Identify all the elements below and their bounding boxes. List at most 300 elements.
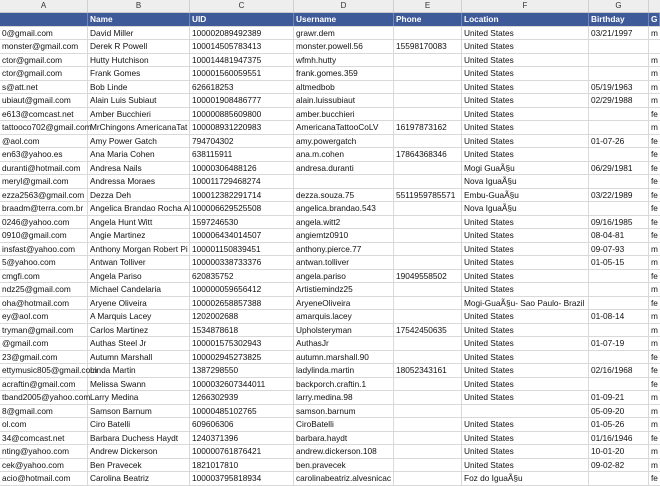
table-cell[interactable]: Foz do IguaÃ§u (462, 472, 589, 485)
table-cell[interactable]: cmgfi.com (0, 270, 88, 283)
table-cell[interactable]: 100000885609800 (190, 108, 294, 121)
table-cell[interactable]: monster@gmail.com (0, 40, 88, 53)
table-cell[interactable] (394, 135, 462, 148)
table-cell[interactable]: David Miller (88, 27, 190, 40)
table-cell[interactable]: meryl@gmail.com (0, 175, 88, 188)
table-cell[interactable]: Artistiemindz25 (294, 283, 394, 296)
table-cell[interactable] (394, 54, 462, 67)
table-cell[interactable] (589, 108, 649, 121)
table-cell[interactable]: cek@yahoo.com (0, 459, 88, 472)
table-cell[interactable] (394, 378, 462, 391)
table-cell[interactable]: United States (462, 81, 589, 94)
table-cell[interactable]: 01-07-26 (589, 135, 649, 148)
table-cell[interactable] (589, 40, 649, 53)
table-cell[interactable]: 19049558502 (394, 270, 462, 283)
table-cell[interactable]: United States (462, 108, 589, 121)
table-cell[interactable]: larry.medina.98 (294, 391, 394, 404)
table-cell[interactable]: fe (651, 216, 658, 227)
table-cell[interactable]: 03/21/1997 (589, 27, 649, 40)
table-cell[interactable] (394, 202, 462, 215)
table-cell[interactable]: Authas Steel Jr (88, 337, 190, 350)
table-cell[interactable]: Michael Candelaria (88, 283, 190, 296)
table-cell[interactable]: Angelica Brandao Rocha Al (90, 203, 192, 213)
table-cell[interactable]: 06/29/1981 (589, 162, 649, 175)
table-cell[interactable] (589, 378, 649, 391)
table-cell[interactable] (589, 202, 649, 215)
table-cell[interactable]: Angie Martinez (88, 229, 190, 242)
table-cell[interactable]: United States (462, 135, 589, 148)
table-cell[interactable]: fe (651, 365, 658, 375)
header-cell[interactable] (0, 13, 88, 26)
table-cell[interactable]: 1597246530 (190, 216, 294, 229)
table-cell[interactable]: Angela Hunt Witt (88, 216, 190, 229)
table-cell[interactable] (394, 67, 462, 80)
column-letter-e[interactable]: E (394, 0, 462, 12)
table-cell[interactable] (589, 121, 649, 134)
header-cell[interactable]: UID (190, 13, 294, 26)
table-cell[interactable]: United States (462, 54, 589, 67)
table-cell[interactable]: 01-05-15 (589, 256, 649, 269)
table-cell[interactable]: 626618253 (190, 81, 294, 94)
table-cell[interactable] (649, 40, 660, 53)
table-cell[interactable]: Dezza Deh (88, 189, 190, 202)
table-cell[interactable]: braadm@terra.com.br (0, 202, 88, 215)
table-cell[interactable]: United States (462, 283, 589, 296)
table-cell[interactable]: 02/16/1968 (589, 364, 649, 377)
column-letter-g[interactable]: G (589, 0, 649, 12)
table-cell[interactable]: 0@gmail.com (0, 27, 88, 40)
table-cell[interactable]: 0246@yahoo.com (0, 216, 88, 229)
table-cell[interactable]: 1266302939 (190, 391, 294, 404)
table-cell[interactable]: amarquis.lacey (294, 310, 394, 323)
table-cell[interactable]: 01-09-21 (589, 391, 649, 404)
table-cell[interactable]: 05-09-20 (589, 405, 649, 418)
table-cell[interactable] (394, 472, 462, 485)
table-cell[interactable]: 5511959785571 (394, 189, 462, 202)
table-cell[interactable]: 02/29/1988 (589, 94, 649, 107)
table-cell[interactable]: Andresa Nails (88, 162, 190, 175)
header-cell[interactable]: Location (462, 13, 589, 26)
table-cell[interactable]: 100008931220983 (190, 121, 294, 134)
table-cell[interactable]: tband2005@yahoo.com (2, 392, 91, 402)
table-cell[interactable] (462, 405, 589, 418)
table-cell[interactable]: United States (462, 216, 589, 229)
table-cell[interactable]: Frank Gomes (88, 67, 190, 80)
table-cell[interactable]: 34@comcast.net (0, 432, 88, 445)
table-cell[interactable]: 100002658857388 (190, 297, 294, 310)
table-cell[interactable] (394, 256, 462, 269)
table-cell[interactable]: fe (651, 270, 658, 281)
table-cell[interactable]: 23@gmail.com (0, 351, 88, 364)
table-cell[interactable]: United States (462, 148, 589, 161)
table-cell[interactable] (589, 297, 649, 310)
table-cell[interactable]: 1387298550 (190, 364, 294, 377)
table-cell[interactable]: 100001150839451 (190, 243, 294, 256)
table-cell[interactable]: Antwan Tolliver (88, 256, 190, 269)
table-cell[interactable]: m (651, 27, 658, 38)
table-cell[interactable]: m (651, 284, 658, 294)
table-cell[interactable]: United States (462, 324, 589, 337)
table-cell[interactable]: 100003260734​4011 (190, 378, 294, 391)
table-cell[interactable]: dezza.souza.75 (294, 189, 394, 202)
table-cell[interactable] (394, 229, 462, 242)
table-cell[interactable]: United States (462, 229, 589, 242)
table-cell[interactable]: 638115911 (190, 148, 294, 161)
table-cell[interactable] (394, 418, 462, 431)
table-cell[interactable]: A Marquis Lacey (88, 310, 190, 323)
table-cell[interactable]: Carolina Beatriz (88, 472, 190, 485)
table-cell[interactable]: 100004851027​65 (190, 405, 294, 418)
table-cell[interactable]: United States (462, 27, 589, 40)
table-cell[interactable]: 8@gmail.com (0, 405, 88, 418)
table-cell[interactable] (589, 351, 649, 364)
table-cell[interactable] (394, 310, 462, 323)
table-cell[interactable]: m (651, 68, 658, 78)
table-cell[interactable] (394, 27, 462, 40)
table-cell[interactable] (394, 445, 462, 458)
table-cell[interactable]: 100000761876421 (190, 445, 294, 458)
table-cell[interactable]: 01-08-14 (589, 310, 649, 323)
table-cell[interactable]: anthony.pierce.77 (294, 243, 394, 256)
column-letter-extra[interactable] (649, 0, 660, 12)
table-cell[interactable]: Carlos Martinez (88, 324, 190, 337)
table-cell[interactable]: 794704302 (190, 135, 294, 148)
table-cell[interactable]: autumn.marshall.90 (294, 351, 394, 364)
table-cell[interactable]: m (651, 95, 658, 105)
table-cell[interactable]: 09-07-93 (589, 243, 649, 256)
header-cell[interactable]: G (649, 13, 660, 26)
table-cell[interactable]: United States (462, 445, 589, 458)
table-cell[interactable]: backporch.craftin.1 (294, 378, 394, 391)
table-cell[interactable]: United States (462, 351, 589, 364)
table-cell[interactable]: tattooco702@gmail.com (2, 122, 92, 132)
table-cell[interactable]: altmedbob (294, 81, 394, 94)
table-cell[interactable]: acio@hotmail.com (0, 472, 88, 485)
table-cell[interactable]: Upholsteryman (294, 324, 394, 337)
table-row (0, 27, 660, 41)
table-cell[interactable]: carolinabeatriz.alvesnicac (294, 472, 394, 485)
table-cell[interactable]: en63@yahoo.es (0, 148, 88, 161)
table-cell[interactable]: AmericanaTattooCoLV (294, 121, 394, 134)
table-cell[interactable]: Derek R Powell (88, 40, 190, 53)
table-cell[interactable]: ey@aol.com (0, 310, 88, 323)
table-cell[interactable] (589, 283, 649, 296)
table-cell[interactable]: 05/19/1963 (589, 81, 649, 94)
table-cell[interactable]: frank.gomes.359 (294, 67, 394, 80)
table-cell[interactable] (589, 54, 649, 67)
table-cell[interactable]: Andrew Dickerson (88, 445, 190, 458)
table-cell[interactable]: United States (462, 270, 589, 283)
table-cell[interactable] (394, 405, 462, 418)
table-row (0, 54, 660, 68)
table-cell[interactable]: 08-04-81 (589, 229, 649, 242)
table-cell[interactable]: angela.pariso (294, 270, 394, 283)
table-cell[interactable]: fe (651, 108, 658, 119)
table-cell[interactable]: ana.m.cohen (294, 148, 394, 161)
table-cell[interactable]: United States (462, 94, 589, 107)
table-cell[interactable]: insfast@yahoo.com (0, 243, 88, 256)
table-cell[interactable]: 1240371396 (190, 432, 294, 445)
table-cell[interactable]: ettymusic805@gmail.com (2, 365, 98, 375)
table-cell[interactable]: Larry Medina (88, 391, 190, 404)
table-cell[interactable]: United States (462, 67, 589, 80)
header-cell[interactable]: Birthday (589, 13, 649, 26)
table-cell[interactable]: AuthasJr (294, 337, 394, 350)
table-cell[interactable]: Samson Barnum (88, 405, 190, 418)
header-cell[interactable]: Name (88, 13, 190, 26)
table-cell[interactable]: 100000059656412 (190, 283, 294, 296)
table-cell[interactable]: ctor@gmail.com (0, 67, 88, 80)
table-cell[interactable]: United States (462, 121, 589, 134)
table-cell[interactable] (394, 391, 462, 404)
table-cell[interactable]: Ben Pravecek (88, 459, 190, 472)
table-cell[interactable]: m (651, 338, 658, 348)
table-cell[interactable]: 100001908486777 (190, 94, 294, 107)
table-cell[interactable]: Ana Maria Cohen (88, 148, 190, 161)
header-cell[interactable]: Username (294, 13, 394, 26)
table-cell[interactable]: fe (651, 297, 658, 308)
table-cell[interactable]: duranti@hotmail.com (0, 162, 88, 175)
table-cell[interactable]: 01-07-19 (589, 337, 649, 350)
table-cell[interactable]: 100014505783413 (190, 40, 294, 53)
table-cell[interactable]: fe (651, 176, 658, 186)
table-cell[interactable]: 100002089492389 (190, 27, 294, 40)
table-row (0, 202, 660, 216)
table-cell[interactable]: Ciro Batelli (88, 418, 190, 431)
table-cell[interactable]: United States (462, 459, 589, 472)
table-cell[interactable]: m (651, 405, 658, 416)
table-cell[interactable]: United States (462, 310, 589, 323)
table-cell[interactable]: Alain Luis Subiaut (88, 94, 190, 107)
table-cell[interactable]: Linda Martin (88, 364, 190, 377)
table-cell[interactable]: 100006629525508 (190, 202, 294, 215)
table-cell[interactable]: MrChingons AmericanaTat (88, 121, 190, 134)
table-cell[interactable]: Barbara Duchess Haydt (88, 432, 190, 445)
table-cell[interactable]: fe (651, 189, 658, 200)
table-cell[interactable] (589, 270, 649, 283)
table-cell[interactable]: m (651, 122, 658, 132)
table-cell[interactable] (394, 162, 462, 175)
table-cell[interactable]: 03/22/1989 (589, 189, 649, 202)
table-cell[interactable]: angiemtz0910 (294, 229, 394, 242)
table-cell[interactable]: Andressa Moraes (88, 175, 190, 188)
table-cell[interactable] (589, 324, 649, 337)
table-cell[interactable]: ezza2563@gmail.com (0, 189, 88, 202)
table-cell[interactable]: Mogi GuaÃ§u (462, 162, 589, 175)
table-cell[interactable]: 18052343161 (394, 364, 462, 377)
table-cell[interactable]: s@att.net (0, 81, 88, 94)
table-cell[interactable]: Mogi-GuaÃ§u- Sao Paulo- Brazil (462, 297, 589, 310)
table-row (0, 283, 660, 297)
table-row (0, 378, 660, 392)
column-letter-b[interactable]: B (88, 0, 190, 12)
table-cell[interactable]: Amber Bucchieri (88, 108, 190, 121)
table-cell[interactable] (394, 216, 462, 229)
table-cell[interactable]: 1821017810 (190, 459, 294, 472)
table-cell[interactable]: 100011729468274 (190, 175, 294, 188)
header-cell[interactable]: Phone (394, 13, 462, 26)
table-cell[interactable]: angelica.brandao.543 (294, 202, 394, 215)
table-cell[interactable]: fe (651, 149, 658, 159)
column-letter-d[interactable]: D (294, 0, 394, 12)
table-body (0, 27, 660, 486)
table-cell[interactable]: Nova IguaÃ§u (462, 202, 589, 215)
table-cell[interactable] (394, 283, 462, 296)
table-cell[interactable]: fe (651, 473, 658, 483)
table-cell[interactable]: 17864368346 (394, 148, 462, 161)
table-cell[interactable]: ctor@gmail.com (0, 54, 88, 67)
table-cell[interactable]: 16197873162 (394, 121, 462, 134)
table-cell[interactable]: 609606306 (190, 418, 294, 431)
table-cell[interactable]: 100001560059551 (190, 67, 294, 80)
table-cell[interactable]: 100012382291714 (190, 189, 294, 202)
table-cell[interactable]: barbara.haydt (294, 432, 394, 445)
table-row (0, 229, 660, 243)
table-cell[interactable]: United States (462, 40, 589, 53)
table-cell[interactable]: United States (462, 243, 589, 256)
table-cell[interactable]: m (651, 324, 658, 335)
table-cell[interactable]: grawr.dem (294, 27, 394, 40)
table-cell[interactable]: e613@comcast.net (0, 108, 88, 121)
table-cell[interactable]: fe (651, 230, 658, 240)
table-cell[interactable]: samson.barnum (294, 405, 394, 418)
table-cell[interactable]: monster.powell.56 (294, 40, 394, 53)
table-cell[interactable]: angela.witt2 (294, 216, 394, 229)
table-cell[interactable] (394, 81, 462, 94)
table-row (0, 81, 660, 95)
table-cell[interactable] (589, 67, 649, 80)
table-cell[interactable]: 100000338733376 (190, 256, 294, 269)
table-cell[interactable]: ladylinda.martin (294, 364, 394, 377)
table-cell[interactable]: Amy Power Gatch (88, 135, 190, 148)
table-cell[interactable]: United States (462, 391, 589, 404)
table-cell[interactable]: antwan.tolliver (294, 256, 394, 269)
table-cell[interactable]: CiroBatelli (294, 418, 394, 431)
table-cell[interactable]: m (651, 81, 658, 92)
table-cell[interactable]: United States (462, 364, 589, 377)
column-letter-f[interactable]: F (462, 0, 589, 12)
table-cell[interactable] (394, 351, 462, 364)
table-cell[interactable]: United States (462, 256, 589, 269)
table-row (0, 405, 660, 419)
table-cell[interactable]: Angela Pariso (88, 270, 190, 283)
table-cell[interactable]: Nova IguaÃ§u (462, 175, 589, 188)
column-letter-c[interactable]: C (190, 0, 294, 12)
table-cell[interactable]: Anthony Morgan Robert Pi (88, 243, 190, 256)
table-cell[interactable]: United States (462, 337, 589, 350)
table-cell[interactable]: 100002945273825 (190, 351, 294, 364)
table-cell[interactable]: AryeneOliveira (294, 297, 394, 310)
table-cell[interactable]: 1534878618 (190, 324, 294, 337)
table-cell[interactable]: United States (462, 418, 589, 431)
table-cell[interactable]: United States (462, 378, 589, 391)
table-cell[interactable]: oha@hotmail.com (0, 297, 88, 310)
table-cell[interactable]: 100003795818934 (190, 472, 294, 485)
table-cell[interactable]: m (651, 54, 658, 65)
table-cell[interactable]: 09-02-82 (589, 459, 649, 472)
table-cell[interactable] (394, 432, 462, 445)
table-cell[interactable] (394, 243, 462, 256)
table-cell[interactable]: fe (651, 351, 658, 362)
table-cell[interactable]: United States (462, 432, 589, 445)
table-cell[interactable]: amy.powergatch (294, 135, 394, 148)
table-cell[interactable]: 100014481947375 (190, 54, 294, 67)
table-cell[interactable]: ubiaut@gmail.com (0, 94, 88, 107)
table-cell[interactable] (394, 459, 462, 472)
table-cell[interactable] (394, 108, 462, 121)
table-cell[interactable]: Aryene Oliveira (88, 297, 190, 310)
table-row (0, 67, 660, 81)
table-cell[interactable]: 100006434014507 (190, 229, 294, 242)
table-cell[interactable]: @gmail.com (0, 337, 88, 350)
table-cell[interactable]: m (651, 311, 658, 321)
table-cell[interactable]: fe (651, 162, 658, 173)
table-cell[interactable]: nting@yahoo.com (0, 445, 88, 458)
table-cell[interactable] (294, 175, 394, 188)
table-cell[interactable]: 100003064881​26 (190, 162, 294, 175)
table-cell[interactable] (589, 175, 649, 188)
table-cell[interactable]: m (651, 419, 658, 429)
table-cell[interactable]: 09/16/1985 (589, 216, 649, 229)
table-cell[interactable] (394, 94, 462, 107)
table-cell[interactable]: tryman@gmail.com (0, 324, 88, 337)
table-cell[interactable]: amber.bucchieri (294, 108, 394, 121)
table-cell[interactable]: m (651, 459, 658, 470)
table-cell[interactable] (394, 175, 462, 188)
table-cell[interactable]: Embu-GuaÃ§u (462, 189, 589, 202)
table-cell[interactable]: 01-05-26 (589, 418, 649, 431)
table-cell[interactable]: 100001575302943 (190, 337, 294, 350)
table-row (0, 108, 660, 122)
table-cell[interactable]: fe (651, 203, 658, 213)
table-cell[interactable] (394, 297, 462, 310)
table-cell[interactable]: m (651, 257, 658, 267)
table-cell[interactable]: 01/16/1946 (589, 432, 649, 445)
table-cell[interactable] (394, 337, 462, 350)
table-cell[interactable]: 10-01-20 (589, 445, 649, 458)
table-cell[interactable]: 1202002688 (190, 310, 294, 323)
table-cell[interactable]: Autumn Marshall (88, 351, 190, 364)
table-cell[interactable]: andrew.dickerson.108 (294, 445, 394, 458)
column-letter-a[interactable]: A (0, 0, 88, 12)
table-cell[interactable]: fe (651, 378, 658, 389)
table-cell[interactable]: fe (651, 135, 658, 146)
table-cell[interactable]: Melissa Swann (88, 378, 190, 391)
table-cell[interactable] (589, 472, 649, 485)
table-cell[interactable]: ol.com (0, 418, 88, 431)
table-cell[interactable]: 0910@gmail.com (0, 229, 88, 242)
table-cell[interactable]: wfmh.hutty (294, 54, 394, 67)
table-cell[interactable]: ndz25@gmail.com (0, 283, 88, 296)
table-cell[interactable]: 620835752 (190, 270, 294, 283)
table-cell[interactable]: ben.pravecek (294, 459, 394, 472)
table-cell[interactable]: m (651, 243, 658, 254)
table-cell[interactable]: 17542450635 (394, 324, 462, 337)
table-cell[interactable]: fe (651, 432, 658, 443)
table-cell[interactable]: Bob Linde (88, 81, 190, 94)
table-cell[interactable]: m (651, 446, 658, 456)
table-cell[interactable]: Hutty Hutchison (88, 54, 190, 67)
table-cell[interactable]: 5@yahoo.com (0, 256, 88, 269)
table-cell[interactable]: acraftin@gmail.com (0, 378, 88, 391)
table-cell[interactable] (589, 148, 649, 161)
table-cell[interactable]: m (651, 392, 658, 402)
table-cell[interactable]: @aol.com (0, 135, 88, 148)
table-cell[interactable]: 15598170083 (394, 40, 462, 53)
table-cell[interactable]: andresa.duranti (294, 162, 394, 175)
table-cell[interactable]: alain.luissubiaut (294, 94, 394, 107)
table-row (0, 256, 660, 270)
